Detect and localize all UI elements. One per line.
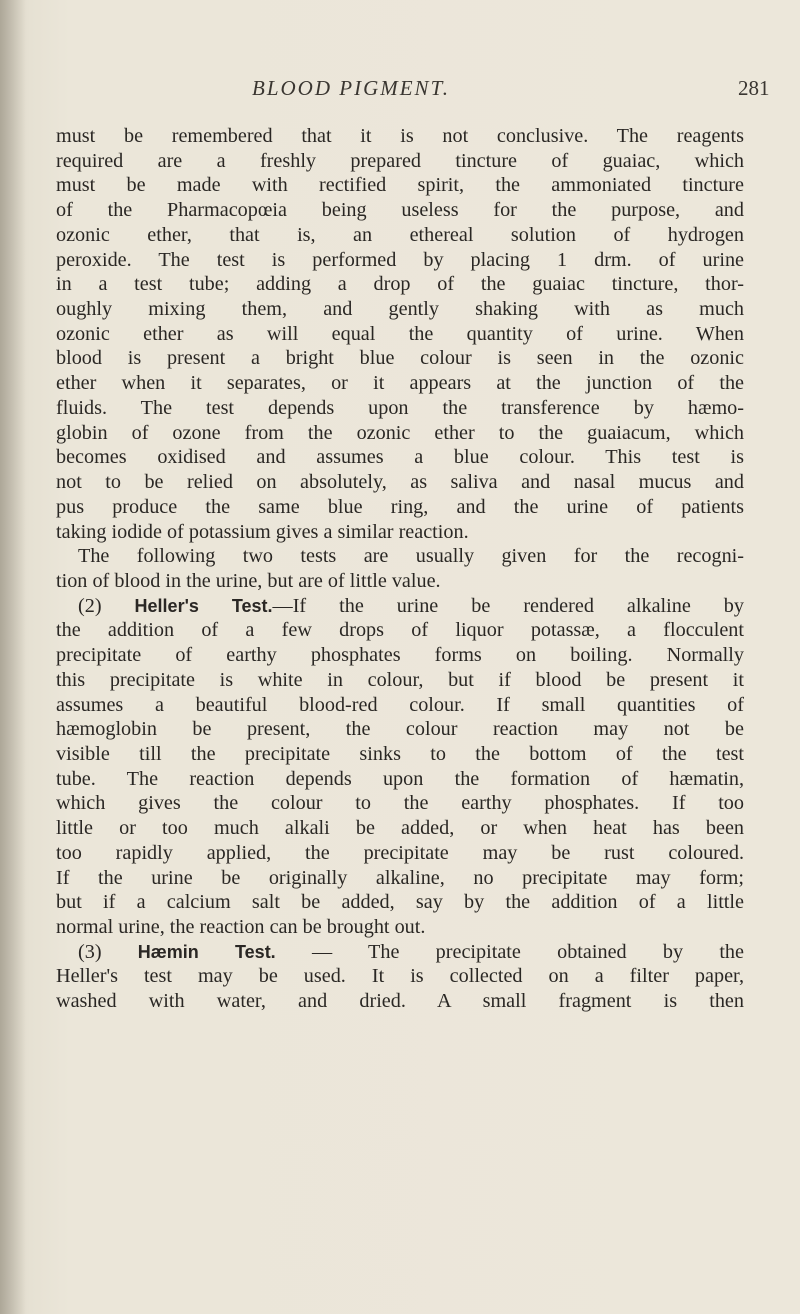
text-line: washed with water, and dried. A small fragment is then xyxy=(56,990,744,1013)
text-line: little or too much alkali be added, or when heat has been xyxy=(56,817,744,840)
text-line: pus produce the same blue ring, and the urine of patients xyxy=(56,495,744,518)
text-line: the addition of a few drops of liquor potassæ, a flocculent xyxy=(56,619,744,642)
text-line: Heller's test may be used. It is collected on a filter paper, xyxy=(56,965,744,988)
text-line: which gives the colour to the earthy phosphates. If too xyxy=(56,792,744,815)
text-line: If the urine be originally alkaline, no precipitate may form; xyxy=(56,866,744,889)
text-line: tube. The reaction depends upon the formation of hæmatin, xyxy=(56,767,744,790)
text-line: but if a calcium salt be added, say by the addition of a little xyxy=(56,891,744,914)
text-line: becomes oxidised and assumes a blue colour. This test is xyxy=(56,446,744,469)
page-number: 281 xyxy=(738,76,770,100)
text-run: — The precipitate obtained by the xyxy=(275,940,744,963)
body-text xyxy=(56,124,744,1014)
text-line: this precipitate is white in colour, but if blood be present it xyxy=(56,668,744,691)
text-line: taking iodide of potassium gives a similar reaction. xyxy=(56,520,469,543)
text-run: —If the urine be rendered alkaline by xyxy=(272,594,744,617)
page-header xyxy=(0,64,800,100)
text-line: ozonic ether as will equal the quantity of urine. When xyxy=(56,322,744,345)
text-line: too rapidly applied, the precipitate may be rust coloured. xyxy=(56,841,744,864)
text-line: blood is present a bright blue colour is seen in the ozonic xyxy=(56,347,744,370)
text-line: must be remembered that it is not conclusive. The reagents xyxy=(56,125,744,147)
text-line: normal urine, the reaction can be brought out. xyxy=(56,916,426,938)
running-head: BLOOD PIGMENT. xyxy=(252,76,450,100)
text-line: fluids. The test depends upon the transference by hæmo- xyxy=(56,396,744,419)
test-number: (2) xyxy=(78,594,135,617)
paragraph-heading-line xyxy=(56,594,744,619)
text-line: ozonic ether, that is, an ethereal solution of hydrogen xyxy=(56,223,744,246)
paragraph-heading-line xyxy=(56,940,744,965)
text-line: of the Pharmacopœia being useless for the purpose, and xyxy=(56,199,744,222)
text-line: not to be relied on absolutely, as saliva and nasal mucus and xyxy=(56,471,744,494)
text-line: tion of blood in the urine, but are of little value. xyxy=(56,569,441,592)
text-line: hæmoglobin be present, the colour reaction may not be xyxy=(56,718,744,741)
test-number: (3) xyxy=(78,940,138,963)
text-line: globin of ozone from the ozonic ether to the guaiacum, which xyxy=(56,421,744,444)
text-line: ether when it separates, or it appears at the junction of the xyxy=(56,372,744,395)
text-line: precipitate of earthy phosphates forms on boiling. Normally xyxy=(56,644,744,667)
text-line: The following two tests are usually given for the recogni- xyxy=(78,545,744,568)
text-line: in a test tube; adding a drop of the guaiac tincture, thor- xyxy=(56,273,744,296)
binding-shadow xyxy=(0,0,26,1314)
text-line: required are a freshly prepared tincture of guaiac, which xyxy=(56,149,744,172)
test-heading: Heller's Test. xyxy=(134,595,273,616)
text-line: must be made with rectified spirit, the ammoniated tincture xyxy=(56,174,744,197)
test-heading: Hæmin Test. xyxy=(137,941,276,962)
text-line: oughly mixing them, and gently shaking with as much xyxy=(56,298,744,321)
text-line: visible till the precipitate sinks to the bottom of the test xyxy=(56,742,744,765)
text-line: assumes a beautiful blood-red colour. If small quantities of xyxy=(56,693,744,716)
text-line: peroxide. The test is performed by placing 1 drm. of urine xyxy=(56,248,744,271)
